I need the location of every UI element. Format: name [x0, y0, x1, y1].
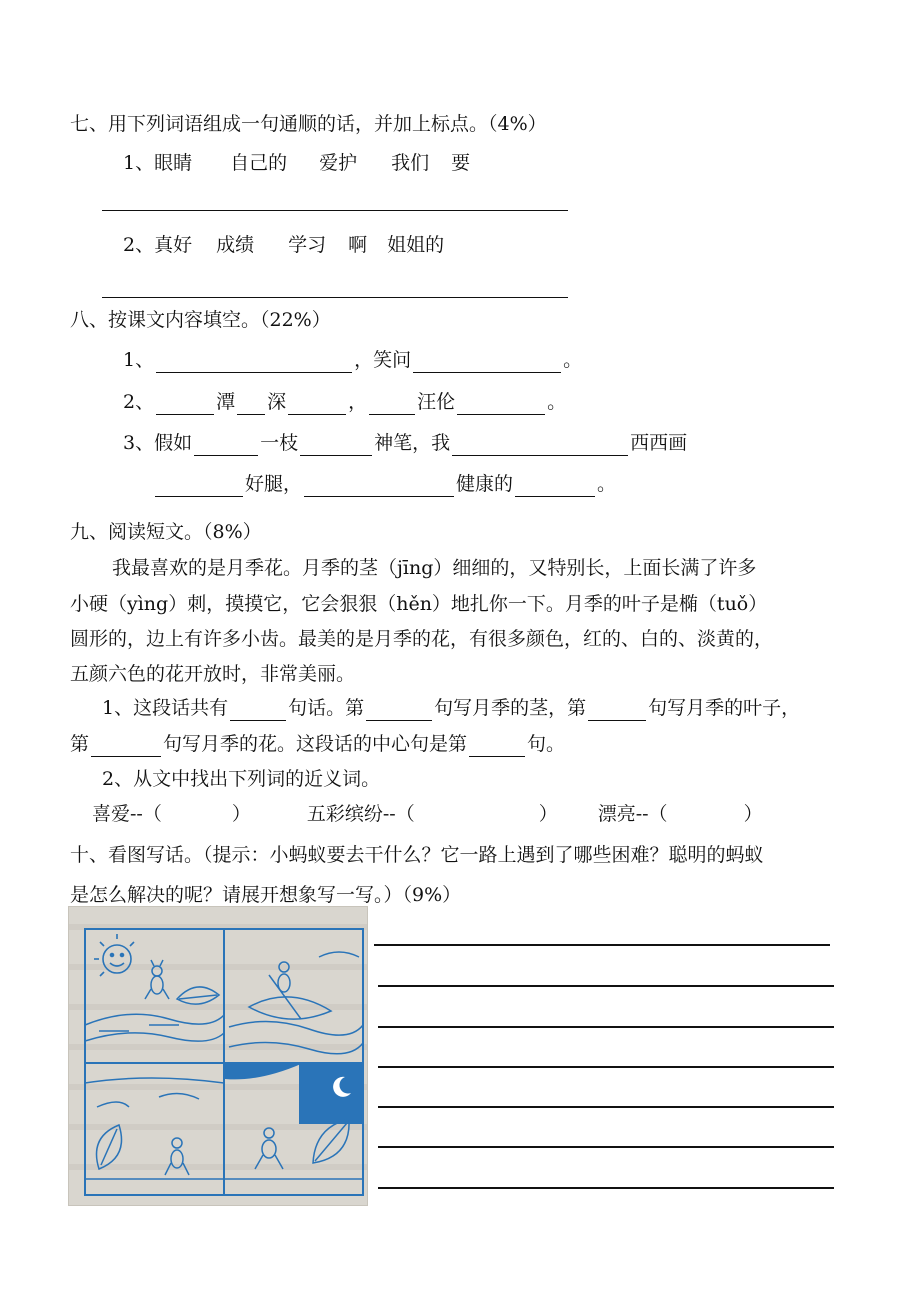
q9-passage-line: 五颜六色的花开放时，非常美丽。: [70, 663, 356, 685]
q10-heading-line2: 是怎么解决的呢？请展开想象写一写。）（9%）: [70, 884, 462, 906]
q9-q2-word: 五彩缤纷--（: [306, 803, 415, 825]
q9-passage-line: 小硬（yìng）刺，摸摸它，它会狠狠（hěn）地扎你一下。月季的叶子是椭（tuǒ）: [70, 593, 768, 615]
q7-word: 学习: [288, 234, 327, 256]
q8-line4: [155, 471, 616, 497]
q8-line2: [123, 389, 566, 415]
blank[interactable]: [469, 736, 525, 757]
blank[interactable]: [156, 352, 352, 373]
q8-line3-num: 3、: [123, 432, 155, 454]
q7-answer-line-2[interactable]: [102, 297, 568, 298]
blank[interactable]: [304, 476, 454, 497]
q9-q1-text: 句写月季的叶子，: [648, 697, 801, 719]
q9-passage-line: 圆形的，边上有许多小齿。最美的是月季的花，有很多颜色，红的、白的、淡黄的，: [70, 628, 774, 650]
q9-q1-line2: [70, 731, 565, 757]
q9-q1-text: 1、这段话共有: [102, 697, 229, 719]
q9-q1-text: 句写月季的茎，第: [434, 697, 587, 719]
blank[interactable]: [452, 435, 628, 456]
q8-line4-text: 好腿，: [245, 473, 303, 495]
q7-word: 我们: [391, 152, 430, 174]
q7-item1-num: 1、: [123, 152, 155, 174]
q9-q1-text: 句话。第: [288, 697, 365, 719]
q7-answer-line-1[interactable]: [102, 210, 568, 211]
q9-q2-close: ）: [743, 803, 763, 825]
q8-line2-text: 汪伦: [417, 391, 456, 413]
q9-q2-word: 漂亮--（: [597, 803, 668, 825]
writing-line[interactable]: [378, 1106, 834, 1108]
q9-q2-word: 喜爱--（: [92, 803, 162, 825]
q8-line3-text: 西西画: [630, 432, 688, 454]
q7-item1: [123, 150, 470, 176]
q8-line3-text: 假如: [154, 432, 193, 454]
writing-line[interactable]: [378, 1146, 834, 1148]
q9-q1-text: 第: [70, 733, 90, 755]
blank[interactable]: [230, 700, 286, 721]
q8-line1-num: 1、: [123, 349, 155, 371]
q8-line3-text: 神笔，我: [374, 432, 451, 454]
writing-line[interactable]: [374, 944, 830, 946]
q7-word: 真好: [154, 234, 193, 256]
q8-line2-text: 潭: [216, 391, 236, 413]
q9-q2-words: [92, 801, 763, 827]
q7-word: 成绩: [216, 234, 255, 256]
comic-illustration: [68, 906, 368, 1206]
blank[interactable]: [156, 394, 214, 415]
blank[interactable]: [300, 435, 372, 456]
q9-q2-close: ）: [538, 803, 558, 825]
writing-line[interactable]: [378, 1187, 834, 1189]
q8-line2-text: 深: [267, 391, 287, 413]
q8-line2-end: 。: [547, 391, 567, 413]
q9-q1-line1: [102, 695, 800, 721]
q9-passage-line: 我最喜欢的是月季花。月季的茎（jīng）细细的，又特别长，上面长满了许多: [112, 557, 757, 579]
q8-line3-text: 一枝: [260, 432, 299, 454]
blank[interactable]: [366, 700, 432, 721]
q7-heading: 七、用下列词语组成一句通顺的话，并加上标点。（4%）: [70, 113, 547, 135]
q8-heading: 八、按课文内容填空。（22%）: [70, 309, 331, 331]
blank[interactable]: [237, 394, 265, 415]
q7-word: 眼睛: [154, 152, 193, 174]
q8-line1: [123, 347, 582, 373]
q8-line4-end: 。: [597, 473, 617, 495]
q9-q2-prompt: 2、从文中找出下列词的近义词。: [102, 768, 381, 790]
blank[interactable]: [194, 435, 258, 456]
blank[interactable]: [413, 352, 561, 373]
q8-line2-num: 2、: [123, 391, 155, 413]
q7-word: 啊: [348, 234, 368, 256]
q7-word: 自己的: [230, 152, 288, 174]
q8-line1-end: 。: [563, 349, 583, 371]
blank[interactable]: [369, 394, 415, 415]
writing-line[interactable]: [378, 985, 834, 987]
blank[interactable]: [457, 394, 545, 415]
q7-word: 爱护: [319, 152, 358, 174]
q7-item2-num: 2、: [123, 234, 155, 256]
q7-word: 要: [451, 152, 471, 174]
writing-line[interactable]: [378, 1026, 834, 1028]
blank[interactable]: [155, 476, 243, 497]
q8-line4-text: 健康的: [456, 473, 514, 495]
q10-heading-line1: 十、看图写话。（提示：小蚂蚁要去干什么？它一路上遇到了哪些困难？聪明的蚂蚁: [70, 844, 764, 866]
blank[interactable]: [288, 394, 346, 415]
q9-q1-text: 句。: [527, 733, 566, 755]
q8-line2-text: ，: [348, 391, 368, 413]
q8-line1-text: ，笑问: [354, 349, 412, 371]
q9-heading: 九、阅读短文。（8%）: [70, 521, 262, 543]
writing-line[interactable]: [378, 1066, 834, 1068]
blank[interactable]: [515, 476, 595, 497]
q7-word: 姐姐的: [387, 234, 445, 256]
q7-item2: [123, 232, 444, 258]
q9-q1-text: 句写月季的花。这段话的中心句是第: [163, 733, 468, 755]
q9-q2-close: ）: [231, 803, 251, 825]
q8-line3: [123, 430, 687, 456]
blank[interactable]: [91, 736, 161, 757]
blank[interactable]: [588, 700, 646, 721]
